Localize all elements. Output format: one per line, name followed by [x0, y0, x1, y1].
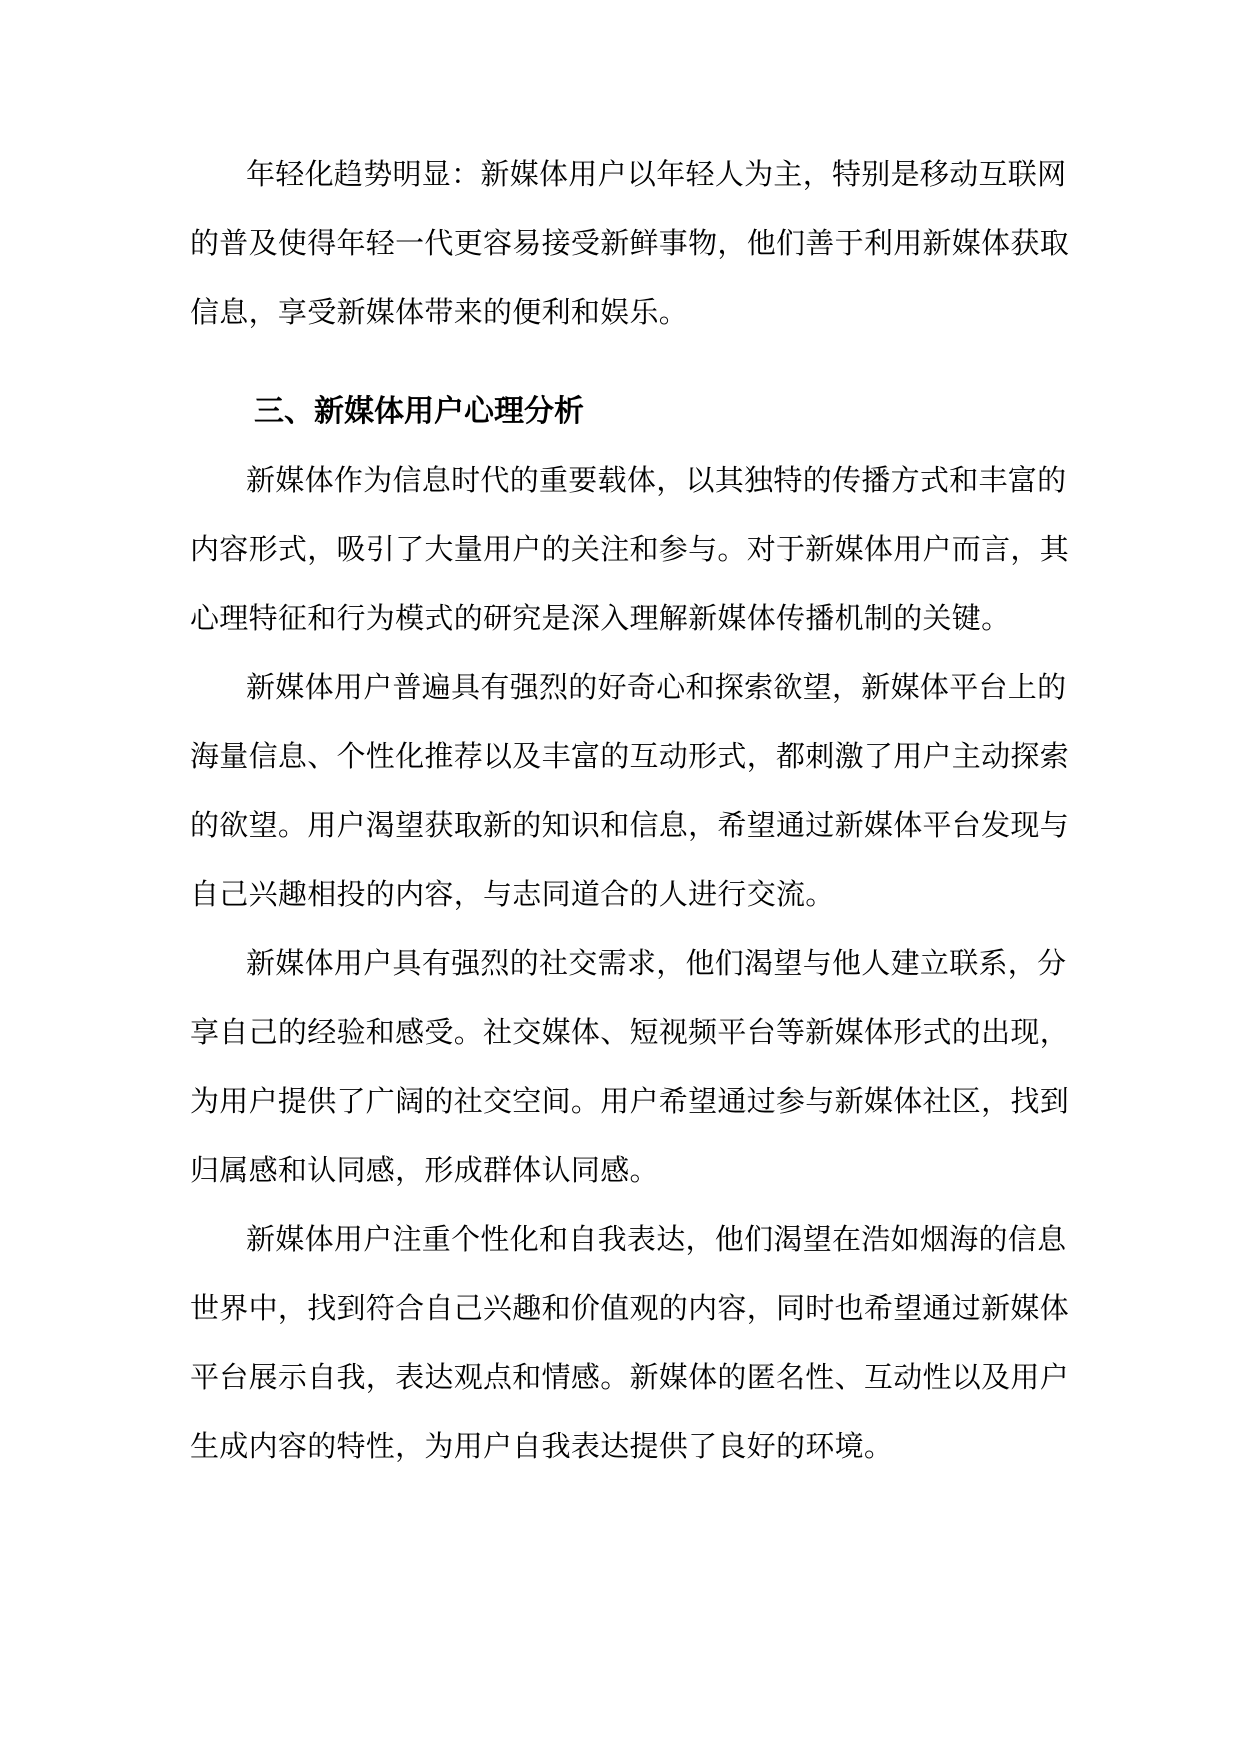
paragraph-line: 的欲望。用户渴望获取新的知识和信息，希望通过新媒体平台发现与	[190, 808, 1070, 842]
paragraph-line: 新媒体作为信息时代的重要载体，以其独特的传播方式和丰富的	[246, 463, 1067, 497]
paragraph-line: 平台展示自我，表达观点和情感。新媒体的匿名性、互动性以及用户	[190, 1360, 1070, 1394]
paragraph-line: 享自己的经验和感受。社交媒体、短视频平台等新媒体形式的出现，	[190, 1015, 1070, 1049]
paragraph-3	[190, 929, 1070, 1205]
paragraph-line: 信息，享受新媒体带来的便利和娱乐。	[190, 295, 689, 329]
paragraph-line: 新媒体用户具有强烈的社交需求，他们渴望与他人建立联系，分	[246, 946, 1067, 980]
paragraph-line: 归属感和认同感，形成群体认同感。	[190, 1153, 659, 1187]
document-body	[190, 140, 1070, 1481]
paragraph-line: 新媒体用户注重个性化和自我表达，他们渴望在浩如烟海的信息	[246, 1222, 1067, 1256]
paragraph-line: 心理特征和行为模式的研究是深入理解新媒体传播机制的关键。	[190, 601, 1011, 635]
paragraph-2	[190, 653, 1070, 929]
section-heading: 三、新媒体用户心理分析	[254, 394, 584, 429]
paragraph-4	[190, 1205, 1070, 1481]
paragraph-line: 的普及使得年轻一代更容易接受新鲜事物，他们善于利用新媒体获取	[190, 226, 1070, 260]
paragraph-line: 内容形式，吸引了大量用户的关注和参与。对于新媒体用户而言，其	[190, 532, 1070, 566]
paragraph-line: 海量信息、个性化推荐以及丰富的互动形式，都刺激了用户主动探索	[190, 739, 1070, 773]
paragraph-line: 自己兴趣相投的内容，与志同道合的人进行交流。	[190, 877, 835, 911]
paragraph-line: 新媒体用户普遍具有强烈的好奇心和探索欲望，新媒体平台上的	[246, 670, 1067, 704]
paragraph-line: 世界中，找到符合自己兴趣和价值观的内容，同时也希望通过新媒体	[190, 1291, 1070, 1325]
intro-paragraph	[190, 140, 1070, 347]
paragraph-line: 年轻化趋势明显：新媒体用户以年轻人为主，特别是移动互联网	[246, 157, 1067, 191]
paragraph-line: 为用户提供了广阔的社交空间。用户希望通过参与新媒体社区，找到	[190, 1084, 1070, 1118]
paragraph-line: 生成内容的特性，为用户自我表达提供了良好的环境。	[190, 1429, 894, 1463]
paragraph-1	[190, 446, 1070, 653]
